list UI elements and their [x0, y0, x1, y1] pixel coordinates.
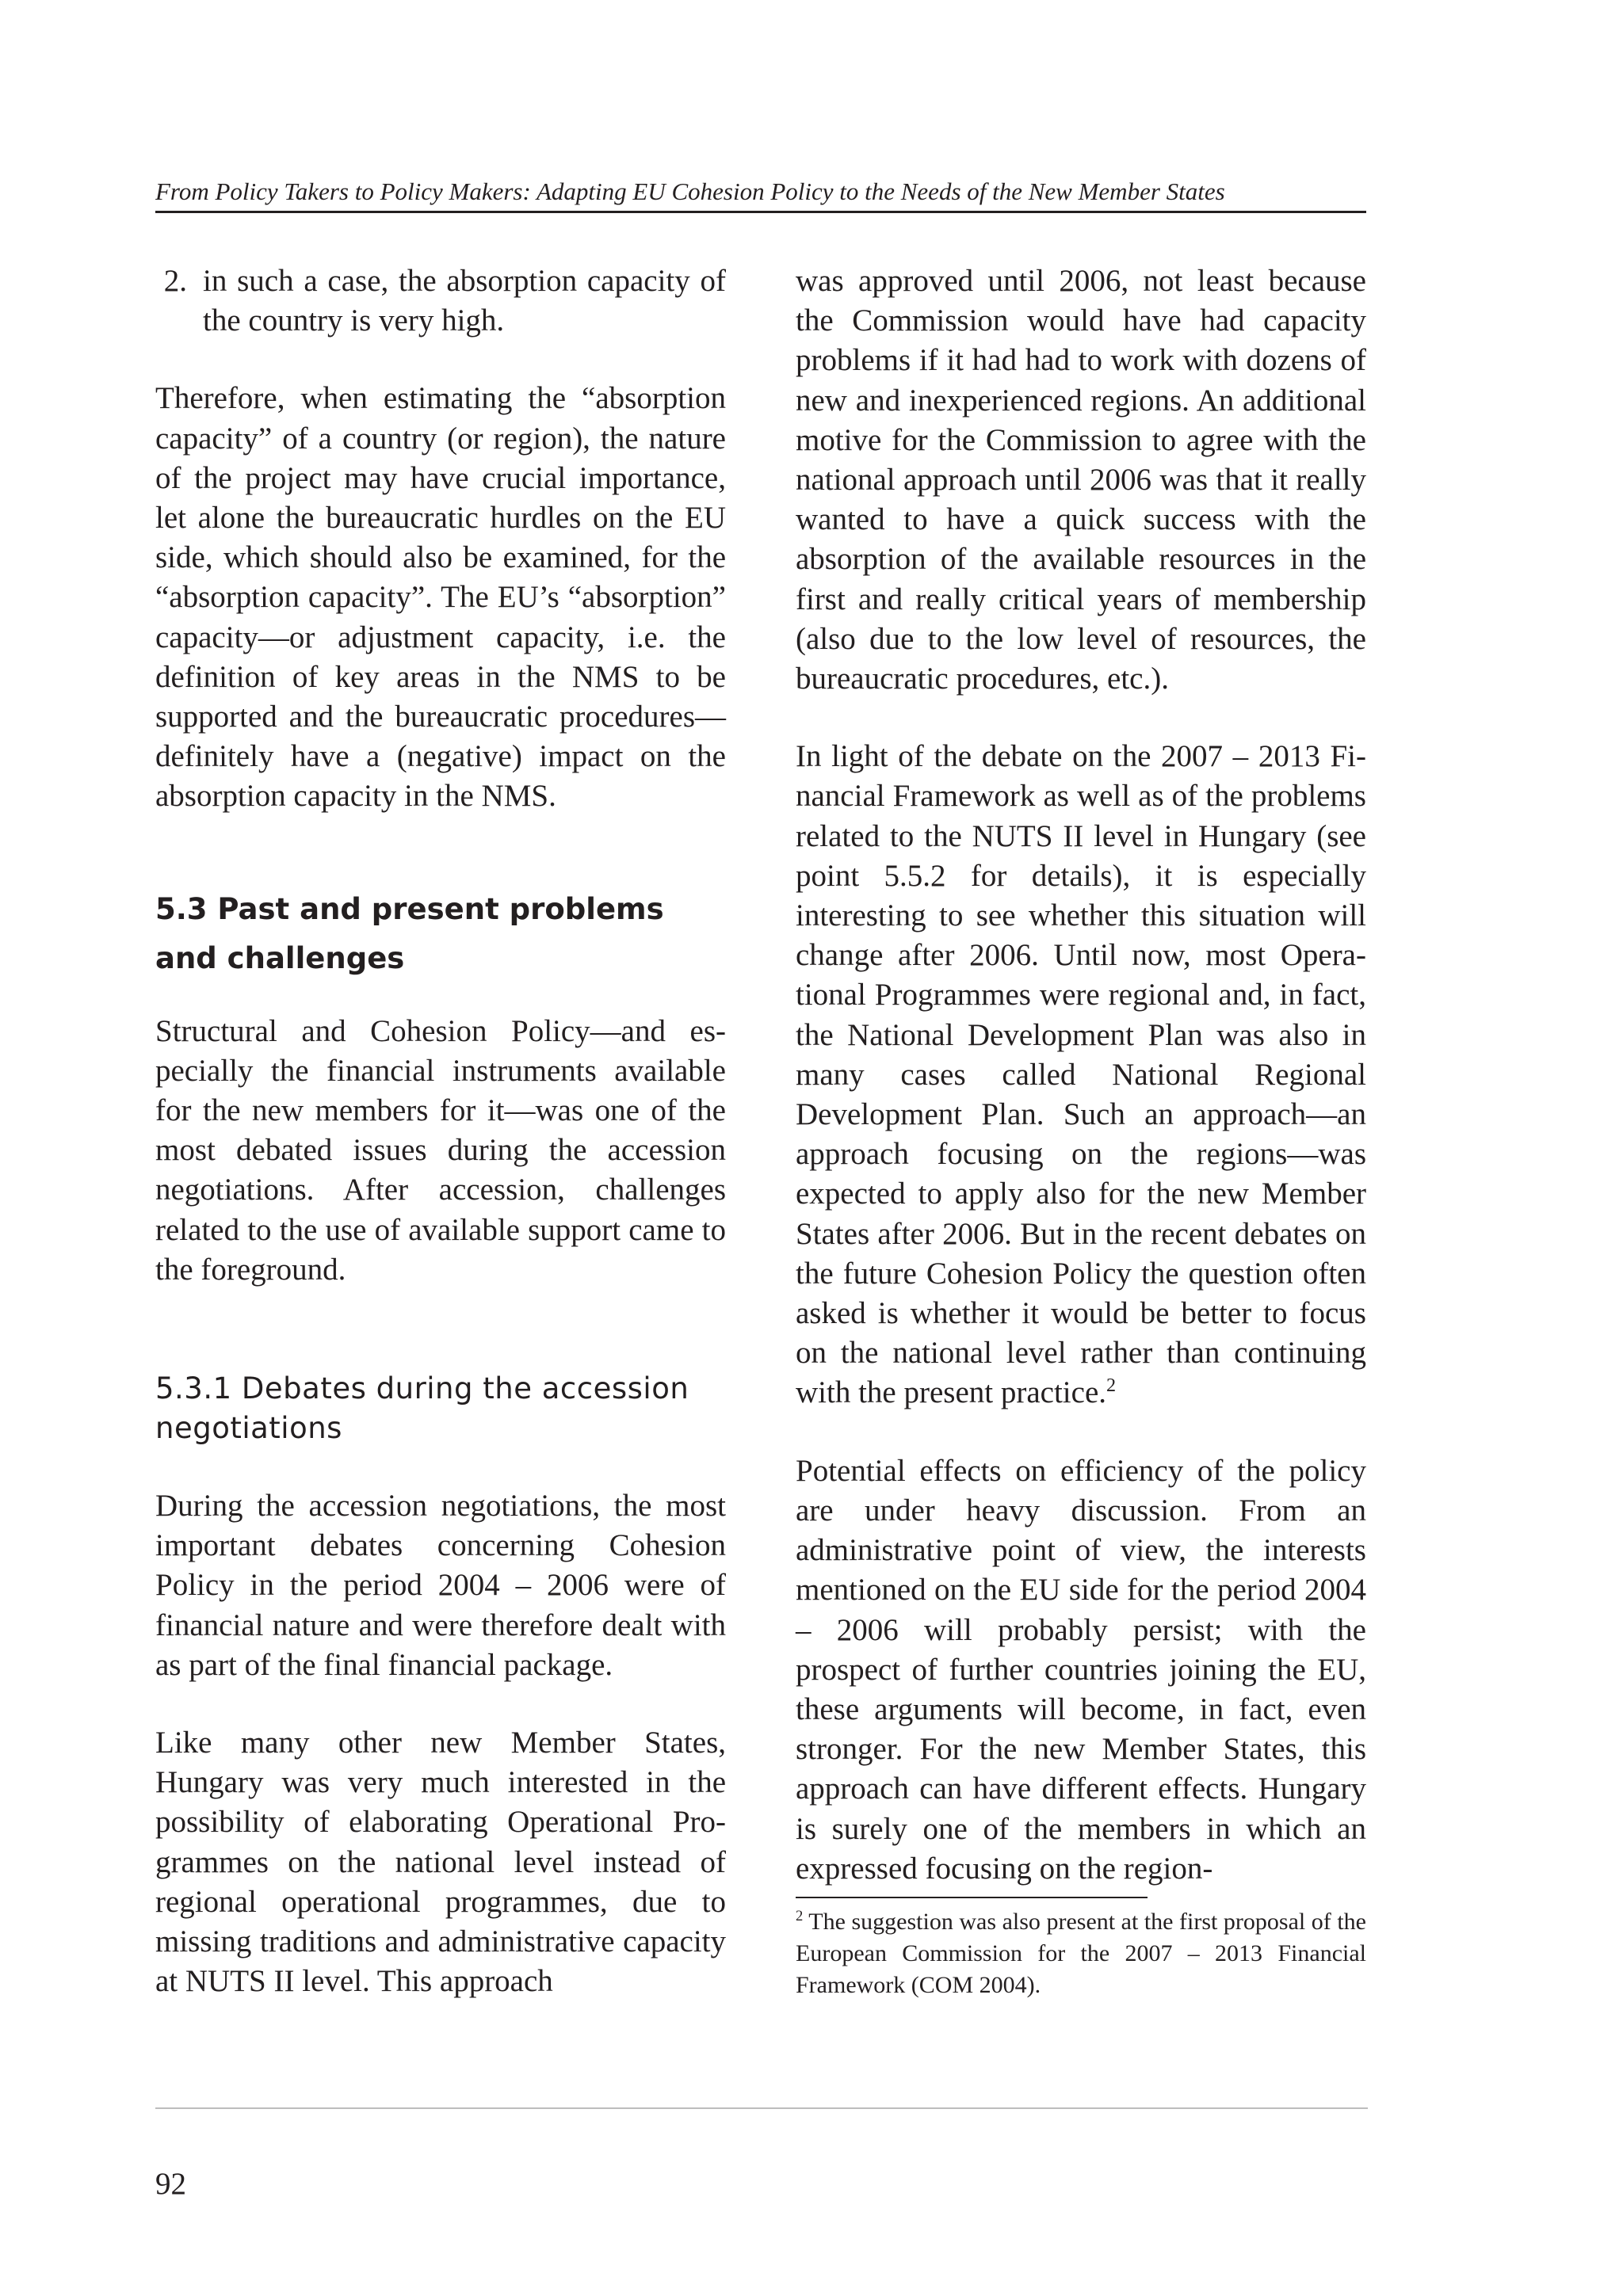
left-column	[155, 261, 726, 2002]
footnote-reference: 2	[1106, 1375, 1117, 1397]
footnote-marker: 2	[796, 1907, 804, 1924]
running-header: From Policy Takers to Policy Makers: Adapting EU Cohesion Policy to the Needs of the New Member States	[155, 177, 1225, 205]
section-heading-5-3: 5.3 Past and present problems and challenges	[155, 891, 664, 975]
paragraph-hungary-interest: Like many other new Member States, Hungary was very much interested in the possibility of elaborating Operational Programmes on the national level instead of regional operational programmes, due to missing traditions and administrative capacity at NUTS II level. This approach	[155, 1726, 726, 1999]
paragraph-accession-debates: During the accession negotiations, the most important debates concerning Cohesion Policy in the period 2004 – 2006 were of financial nature and were therefore dealt with as part of the final financial package.	[155, 1489, 726, 1682]
footnote-text: The suggestion was also present at the first proposal of the European Commission for the 2007 – 2013 Financial Framework (COM 2004).	[796, 1908, 1366, 1998]
header-rule	[155, 211, 1366, 213]
paragraph-potential-effects: Potential effects on efficiency of the policy are under heavy discussion. From an administrative point of view, the interests mentioned on the EU side for the period 2004 – 2006 will probably persist; with the prospect of further countries joining the EU, these arguments will become, in fact, even stronger. For the new Member States, this approach can have different effects. Hungary is surely one of the members in which an expressed focusing on the region-	[796, 1453, 1366, 1886]
paragraph-financial-framework-text: In light of the debate on the 2007 – 2013 Financial Framework as well as of the problems related to the NUTS II level in Hungary (see point 5.5.2 for details), it is especially interesting to see whether this situation will change after 2006. Until now, most Operational Programmes were regional and, in fact, the National Development Plan was also in many cases called National Regional Development Plan. Such an approach—an approach focusing on the regions—was expected to apply also for the new Member States after 2006. But in the recent debates on the future Cohesion Policy the question often asked is whether it would be better to focus on the national level rather than continuing with the present practice.	[796, 739, 1366, 1410]
paragraph-financial-framework	[796, 737, 1366, 1413]
footer-rule	[155, 2107, 1368, 2109]
footnote-rule	[796, 1897, 1148, 1898]
paragraph-absorption-capacity: Therefore, when estimating the “absorption capacity” of a country (or region), the nature of the project may have crucial importance, let alone the bureaucratic hurdles on the EU side, which should also be examined, for the “absorption capacity”. The EU’s “absorption” capacity—or adjustment capacity, i.e. the definition of key areas in the NMS to be supported and the bureaucratic procedures—definitely have a (negative) impact on the absorption capacity in the NMS.	[155, 381, 726, 814]
right-column	[796, 261, 1366, 2001]
paragraph-approved-until-2006: was approved until 2006, not least because the Commission would have had capacity problems if it had had to work with dozens of new and inexperienced regions. An additional motive for the Commission to agree with the national approach until 2006 was that it really wanted to have a quick success with the absorption of the available resources in the first and really critical years of membership (also due to the low level of resources, the bureaucratic procedures, etc.).	[796, 264, 1366, 696]
list-item	[155, 261, 726, 341]
list-item-text: in such a case, the absorption capacity of the country is very high.	[203, 264, 726, 338]
page-number: 92	[155, 2167, 186, 2201]
footnote	[796, 1906, 1366, 2001]
paragraph-structural-cohesion: Structural and Cohesion Policy—and especially the financial instruments available for the new members for it—was one of the most debated issues during the accession negotiations. After accession, challenges related to the use of available support came to the foreground.	[155, 1013, 726, 1287]
subsection-heading-5-3-1: 5.3.1 Debates during the accession negotiations	[155, 1371, 689, 1446]
list-item-number: 2.	[163, 264, 187, 298]
